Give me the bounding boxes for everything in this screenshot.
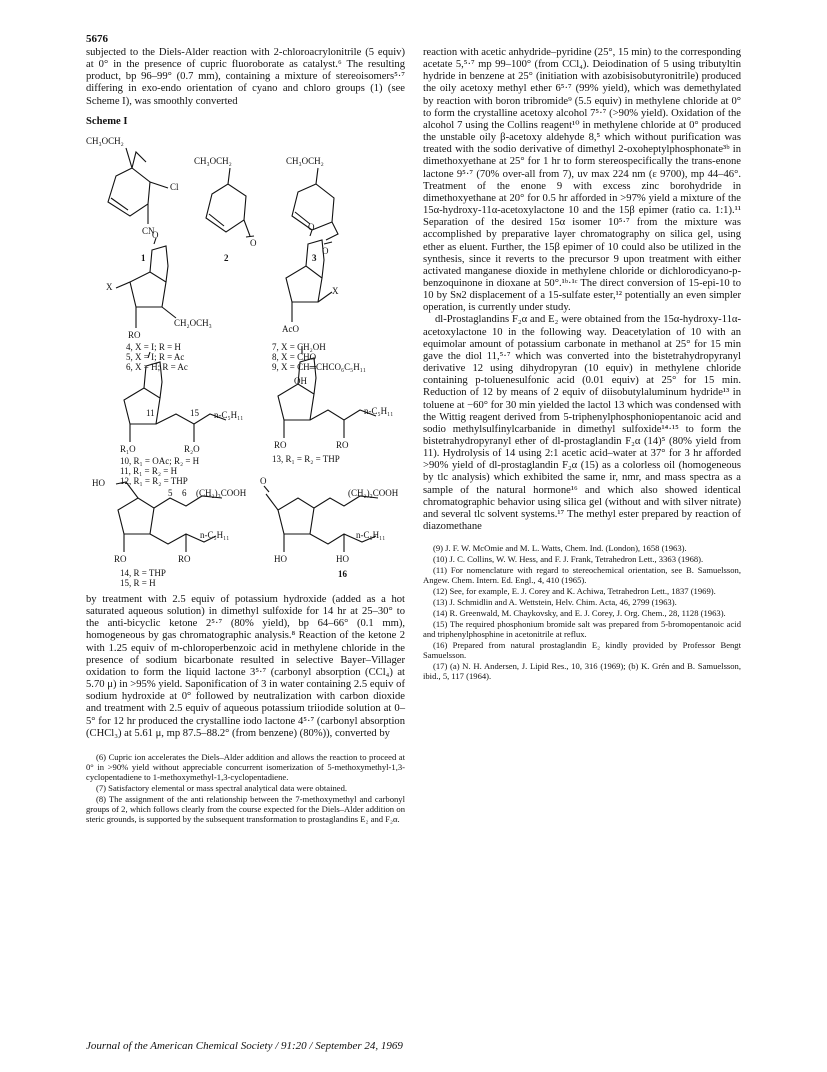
label-x-7: X xyxy=(332,285,339,296)
label-ro-13b: RO xyxy=(336,439,349,450)
compound-number-2: 2 xyxy=(224,252,229,263)
label-cn: CN xyxy=(142,225,155,236)
scheme-structures xyxy=(86,132,405,632)
right-column xyxy=(423,47,741,682)
legend-compound-13: 13, R₁ = R₂ = THP xyxy=(272,453,340,464)
label-o-3: O xyxy=(322,245,329,256)
legend-compound-11: 11, R₁ = R₂ = H xyxy=(120,465,178,476)
footnote-6: (6) Cupric ion accelerates the Diels–Alder addition and allows the reaction to proceed at 0° in >90% yield without appreciable concurrent isomerization of 5-methoxymethyl-1,3-cyclopentadiene to 1-methoxymethyl-1,3-cyclopentadiene. xyxy=(86,751,405,782)
compound-number-16: 16 xyxy=(338,568,347,579)
footnote-16: (16) Prepared from natural prostaglandin E₂ kindly provided by Professor Bengt Samuelsson. xyxy=(423,640,741,661)
label-ch2cooh-16: (CH₂)₃COOH xyxy=(348,487,399,498)
footnote-14: (14) R. Greenwald, M. Chaykovsky, and E. J. Corey, J. Org. Chem., 28, 1128 (1963). xyxy=(433,608,726,619)
label-o-lactone-7: O xyxy=(308,221,315,232)
label-ro-14a: RO xyxy=(114,553,127,564)
label-ro-4: RO xyxy=(128,329,141,340)
label-c5h11-10: n-C₅H₁₁ xyxy=(214,409,244,420)
label-ch2och3: CH₂OCH₃ xyxy=(174,317,212,328)
left-footnotes xyxy=(86,752,405,824)
right-footnotes xyxy=(423,543,741,681)
label-c5h11-14: n-C₅H₁₁ xyxy=(200,529,230,540)
legend-compound-15: 15, R = H xyxy=(120,577,156,588)
label-ch3och2-1: CH₃OCH₂ xyxy=(86,135,124,146)
legend-compound-4: 4, X = I; R = H xyxy=(126,341,181,352)
legend-compound-10: 10, R₁ = OAc; R₂ = H xyxy=(120,455,200,466)
footnote-7: (7) Satisfactory elemental or mass spectral analytical data were obtained. xyxy=(96,782,348,793)
scheme-diagram xyxy=(86,132,405,632)
footnote-11: (11) For nomenclature with regard to stereochemical orientation, see B. Samuelsson, Angew. Chem. Intern. Ed. Engl., 4, 410 (1965). xyxy=(423,565,741,586)
label-o-2: O xyxy=(250,237,257,248)
legend-compound-12: 12, R₁ = R₂ = THP xyxy=(120,475,188,486)
structure-2 xyxy=(206,168,254,237)
label-o-16: O xyxy=(260,475,267,486)
structure-1 xyxy=(108,148,168,224)
footnote-8: (8) The assignment of the anti relationship between the 7-methoxymethyl and carbonyl groups of 2, which follows clearly from the course expected for the Diels–Alder addition on steric grounds, is supported by the subsequent transformation to prostaglandins E₂ and F₂α. xyxy=(86,793,405,824)
left-column xyxy=(86,47,405,825)
footnote-10: (10) J. C. Collins, W. W. Hess, and F. J. Frank, Tetrahedron Lett., 3363 (1968). xyxy=(433,554,704,565)
scheme-title: Scheme I xyxy=(86,115,128,127)
legend-compound-5: 5, X = I; R = Ac xyxy=(126,351,185,362)
label-aco-7: AcO xyxy=(282,323,299,334)
footnote-13: (13) J. Schmidlin and A. Wettstein, Helv. Chim. Acta, 46, 2799 (1963). xyxy=(433,597,677,608)
label-ch3och2-2: CH₃OCH₂ xyxy=(194,155,232,166)
footnote-9: (9) J. F. W. McOmie and M. L. Watts, Chem. Ind. (London), 1658 (1963). xyxy=(433,543,687,554)
left-paragraph-1: subjected to the Diels-Alder reaction with 2-chloroacrylonitrile (5 equiv) at 0° in the presence of cupric fluoroborate as catalyst.⁶ The resulting product, bp 96–99° (0.7 mm), containing a mixture of stereoisomers⁵·⁷ differing in exo-endo orientation of cyano and chloro groups (1) (see Scheme I), was smoothly converted xyxy=(86,47,405,107)
legend-compound-14: 14, R = THP xyxy=(120,567,166,578)
label-position-6: 6 xyxy=(182,487,187,498)
page-number: 5676 xyxy=(86,33,108,45)
structure-3 xyxy=(292,168,338,244)
label-ho-16b: HO xyxy=(336,553,349,564)
label-r1o: R₁O xyxy=(120,443,136,454)
label-c5h11-13: n-C₅H₁₁ xyxy=(364,405,394,416)
label-x-4: X xyxy=(106,281,113,292)
label-ch2cooh-14: (CH₂)₃COOH xyxy=(196,487,247,498)
left-paragraph-2: by treatment with 2.5 equiv of potassium hydroxide (added as a hot saturated aqueous solution) in dimethyl sulfoxide for 14 hr at 25–30° to the anti-bicyclic ketone 2⁵·⁷ (80% yield), bp 64–66° (0.1 mm), homogeneous by gas chromatographic analysis.⁸ Reaction of the ketone 2 with 1.25 equiv of m-chloroperbenzoic acid in methylene chloride in the presence of sodium bicarbonate resulted in selective Bayer–Villager oxidation to form the liquid lactone 3⁵·⁷ (carbonyl absorption (CCl₄) at 5.70 μ) in >95% yield. Saponification of 3 in water containing 2.5 equiv of sodium hydroxide at 0° followed by neutralization with carbon dioxide and treatment with 2.5 equiv of aqueous potassium triiodide solution at 0–5° for 12 hr produced the crystalline iodo lactone 4⁵·⁷ (carbonyl absorption (CHCl₃) at 5.61 μ, mp 87.5–88.2° (from benzene) (80%)), converted by xyxy=(86,593,405,739)
label-r2o: R₂O xyxy=(184,443,200,454)
journal-footer: Journal of the American Chemical Society / 91:20 / September 24, 1969 xyxy=(86,1040,403,1052)
legend-compound-7: 7, X = CH₂OH xyxy=(272,341,326,352)
right-paragraph-2: dl-Prostaglandins F₂α and E₂ were obtained from the 15α-hydroxy-11α-acetoxylactone 10 in the following way. Deacetylation of 10 with an equimolar amount of potassium carbonate in methanol at 25° for 15 min gave the diol 11,⁵·⁷ which was converted into the bistetrahydropyranyl derivative 12 using dihydropyran (10 equiv) in methylene chloride containing p-toluenesulfonic acid (0.01 equiv) at 25° for 15 min. Reduction of 12 by means of 2 equiv of diisobutylaluminum hydride¹³ in toluene at −60° for 30 min yielded the lactol 13 which was condensed with the Wittig reagent derived from 5-triphenylphosphoniopentanoic acid and sodio methylsulfinylcarbanide in dimethyl sulfoxide¹⁴·¹⁵ to form the bistetrahydropyranyl ether of dl-prostaglandin F₂α (14)⁵ (80% yield from 11). Hydrolysis of 14 using 2:1 acetic acid–water at 37° for 3 hr afforded >90% yield of dl-prostaglandin F₂α (15) as a colorless oil (homogeneous by tlc analysis) which exhibited the same ir, nmr, and mass spectra as a sample of the natural hormone¹⁶ and which also showed identical chromatographic behavior using silica gel (without and with silver nitrate) and several tlc solvent systems.¹⁷ The methyl ester prepared by reaction of diazomethane xyxy=(423,314,741,533)
label-position-5: 5 xyxy=(168,487,173,498)
footnote-12: (12) See, for example, E. J. Corey and K. Achiwa, Tetrahedron Lett., 1837 (1969). xyxy=(433,586,716,597)
label-ho-14: HO xyxy=(92,477,105,488)
label-ro-14b: RO xyxy=(178,553,191,564)
label-ro-13a: RO xyxy=(274,439,287,450)
compound-number-1: 1 xyxy=(141,252,146,263)
legend-compound-8: 8, X = CHO xyxy=(272,351,317,362)
footnote-15: (15) The required phosphonium bromide salt was prepared from 5-bromopentanoic acid and triphenylphosphine in acetonitrile at reflux. xyxy=(423,619,741,640)
label-oh-13: OH xyxy=(294,375,307,386)
label-c5h11-16: n-C₅H₁₁ xyxy=(356,529,386,540)
right-paragraph-1: reaction with acetic anhydride–pyridine (25°, 15 min) to the corresponding acetate 5,⁵·⁷ mp 99–100° (from CCl₄). Deiodination of 5 using tributyltin hydride in benzene at 25° (initiation with azobisisobutyronitrile) produced the oily acetoxy methyl ether 6⁵·⁷ (99% yield), which was demethylated by reaction with boron tribromide⁹ (5.5 equiv) in methylene chloride at 0° to form the crystalline acetoxy alcohol 7⁵·⁷ (>90% yield). Oxidation of the alcohol 7 using the Collins reagent¹⁰ in methylene chloride at 0° produced the unstable oily β-acetoxy aldehyde 8,⁵ which without purification was treated with the sodio derivative of dimethyl 2-oxoheptylphosphonate³ᵇ in dimethoxyethane at 25° for 1 hr to form stereospecifically the trans-enone lactone 9⁵·⁷ (70% over-all from 7), uv max 224 nm (ε 9700), mp 44–46°. Treatment of the enone 9 with excess zinc borohydride in dimethoxyethane at 20° for 0.5 hr afforded in >97% yield a mixture of the 15α-hydroxy-11α-acetoxylactone 10 and the 15β epimer (ratio ca. 1:1).¹¹ Separation of the desired 15α isomer 10⁵·⁷ from the mixture was accomplished by preparative layer chromatography on silica gel, using ether as eluent. Further, the 15β epimer of 10 could also be utilized in the synthesis, since it reverts to the precursor 9 upon treatment with either activated manganese dioxide in methylene chloride or dichlorodicyano-p-benzoquinone in dioxane at 50°.¹ᵇ·¹ᶜ The direct conversion of 15-epi-10 to 10 by Sɴ2 displacement of a 15-sulfate ester,¹² potentially an even simpler operation, is currently under study. xyxy=(423,47,741,314)
compound-number-3: 3 xyxy=(312,252,317,263)
structure-4 xyxy=(116,238,176,328)
label-o-lactone-4: O xyxy=(152,229,159,240)
footnote-17: (17) (a) N. H. Andersen, J. Lipid Res., 10, 316 (1969); (b) K. Grén and B. Samuelsson, ibid., 5, 117 (1964). xyxy=(423,661,741,682)
label-position-15: 15 xyxy=(190,407,199,418)
label-cl: Cl xyxy=(170,181,179,192)
label-position-11: 11 xyxy=(146,407,155,418)
legend-compound-6: 6, X = H; R = Ac xyxy=(126,361,188,372)
label-ho-16a: HO xyxy=(274,553,287,564)
label-ch3och2-3: CH₃OCH₂ xyxy=(286,155,324,166)
legend-compound-9: 9, X = CH═CHCO₆C₅H₁₁ xyxy=(272,361,367,372)
